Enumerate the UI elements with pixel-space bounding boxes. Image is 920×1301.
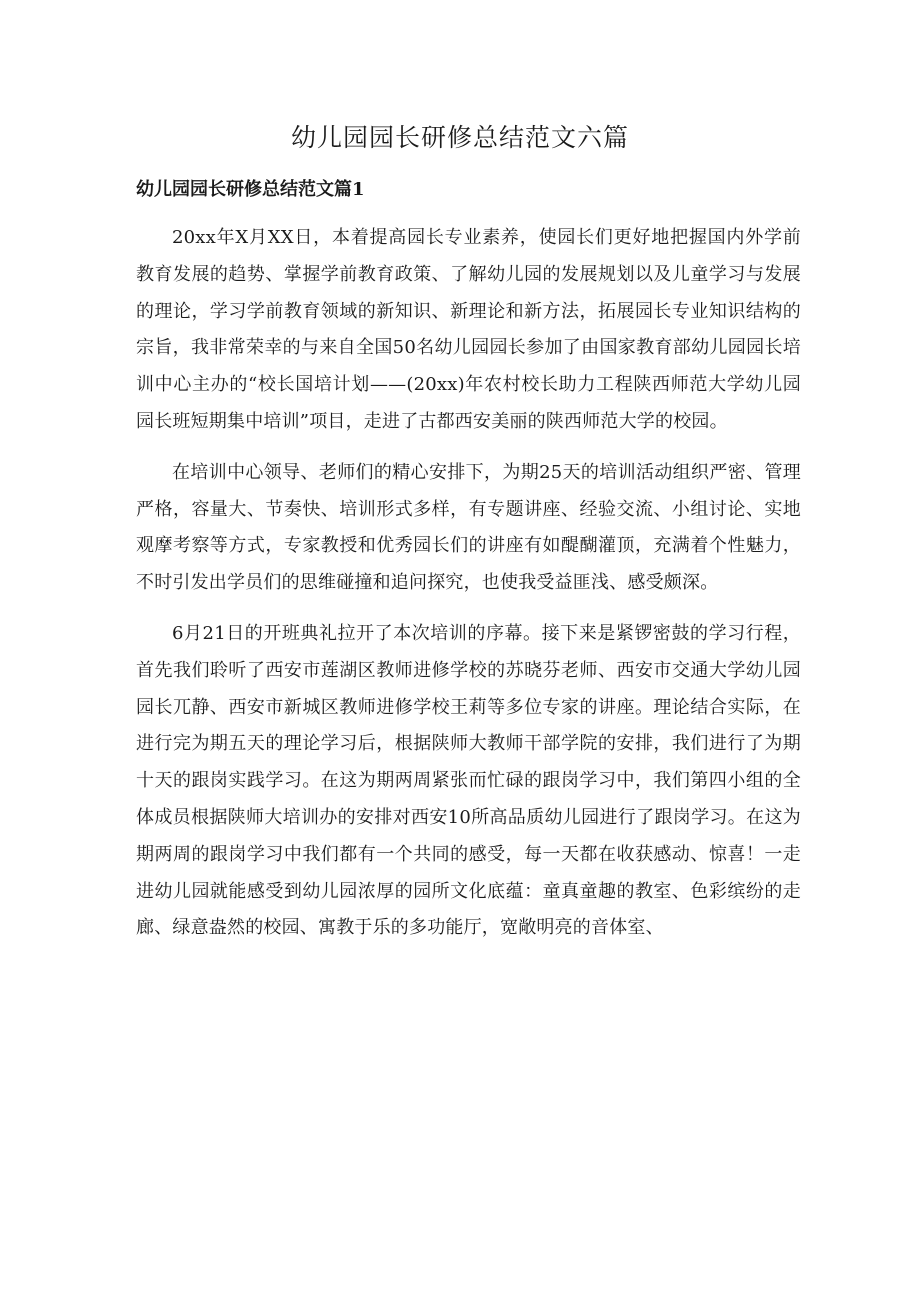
paragraph: 6月21日的开班典礼拉开了本次培训的序幕。接下来是紧锣密鼓的学习行程，首先我们聆听了西安市莲湖区教师进修学校的苏晓芬老师、西安市交通大学幼儿园园长兀静、西安市新城区教师进修学校王莉等多位专家的讲座。理论结合实际，在进行完为期五天的理论学习后，根据陕师大教师干部学院的安排，我们进行了为期十天的跟岗实践学习。在这为期两周紧张而忙碌的跟岗学习中，我们第四小组的全体成员根据陕师大培训办的安排对西安10所高品质幼儿园进行了跟岗学习。在这为期两周的跟岗学习中我们都有一个共同的感受，每一天都在收获感动、惊喜！一走进幼儿园就能感受到幼儿园浓厚的园所文化底蕴：童真童趣的教室、色彩缤纷的走廊、绿意盎然的校园、寓教于乐的多功能厅，宽敞明亮的音体室、 — [136, 622, 801, 939]
document-body — [136, 220, 801, 961]
paragraph: 在培训中心领导、老师们的精心安排下，为期25天的培训活动组织严密、管理严格，容量大、节奏快、培训形式多样，有专题讲座、经验交流、小组讨论、实地观摩考察等方式，专家教授和优秀园长们的讲座有如醍醐灌顶，充满着个性魅力，不时引发出学员们的思维碰撞和追问探究，也使我受益匪浅、感受颇深。 — [136, 461, 801, 594]
paragraph: 20xx年X月XX日，本着提高园长专业素养，使园长们更好地把握国内外学前教育发展的趋势、掌握学前教育政策、了解幼儿园的发展规划以及儿童学习与发展的理论，学习学前教育领域的新知识、新理论和新方法，拓展园长专业知识结构的宗旨，我非常荣幸的与来自全国50名幼儿园园长参加了由国家教育部幼儿园园长培训中心主办的“校长国培计划——(20xx)年农村校长助力工程陕西师范大学幼儿园园长班短期集中培训”项目，走进了古都西安美丽的陕西师范大学的校园。 — [136, 227, 801, 432]
document-title: 幼儿园园长研修总结范文六篇 — [290, 123, 629, 152]
section-heading: 幼儿园园长研修总结范文篇1 — [136, 179, 365, 200]
